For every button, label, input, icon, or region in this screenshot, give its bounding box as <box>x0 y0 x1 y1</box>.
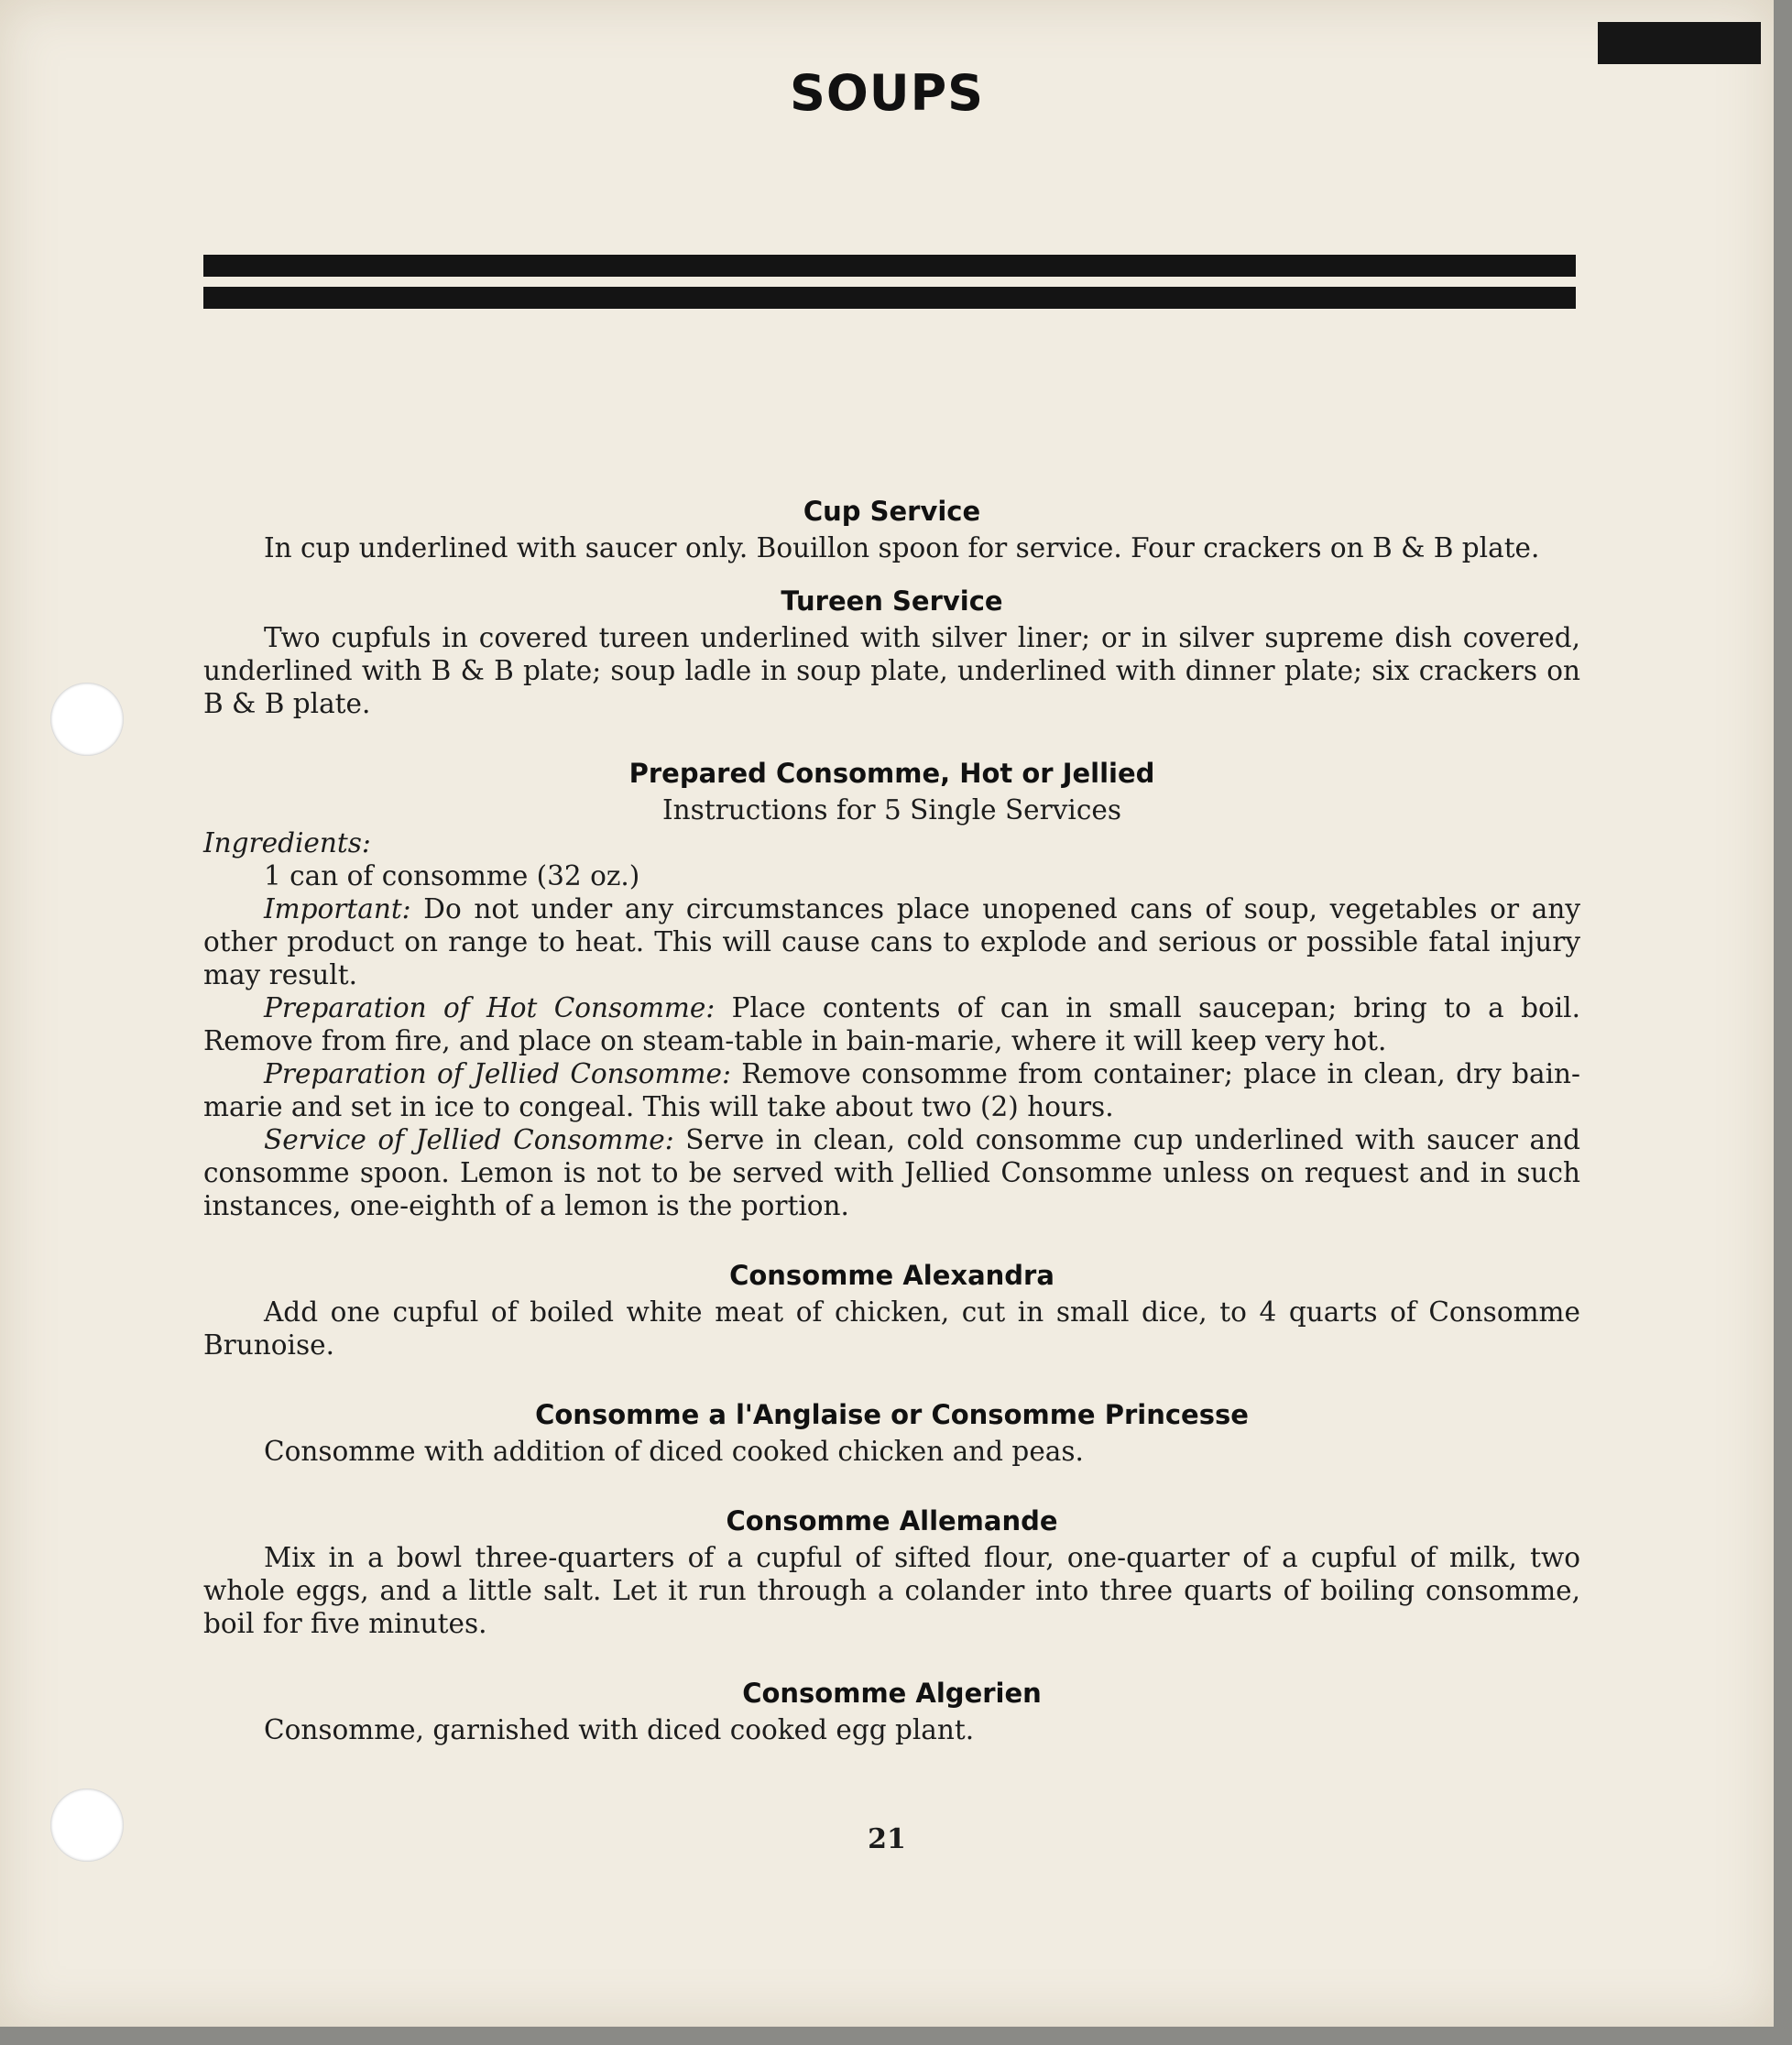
heading-cup-service: Cup Service <box>803 496 981 527</box>
header-rule-lower <box>203 287 1576 309</box>
hot-preparation-label: Preparation of Hot Consomme: <box>264 992 716 1023</box>
ingredients-label-text: Ingredients: <box>203 827 371 858</box>
paragraph-consomme-alexandra: Add one cupful of boiled white meat of chicken, cut in small dice, to 4 quarts of Consomme Brunoise. <box>203 1296 1580 1361</box>
paragraph-tureen-service: Two cupfuls in covered tureen underlined with silver liner; or in silver supreme dish covered, underlined with B & B plate; soup ladle in soup plate, underlined with dinner plate; six crackers on B & B plate. <box>203 622 1580 719</box>
heading-consomme-anglaise: Consomme a l'Anglaise or Consomme Princesse <box>535 1399 1249 1430</box>
index-tab-marker <box>1598 22 1761 64</box>
important-label: Important: <box>264 893 411 924</box>
jellied-service-text: Serve in clean, cold consomme cup underlined with saucer and consomme spoon. Lemon is not to be served with Jellied Consomme unless on request and in such instances, one-eighth of a lemon is the portion. <box>203 1124 1580 1221</box>
paragraph-consomme-algerien: Consomme, garnished with diced cooked egg plant. <box>264 1714 975 1745</box>
paragraph-consomme-allemande: Mix in a bowl three-quarters of a cupful of sifted flour, one-quarter of a cupful of milk, two whole eggs, and a little salt. Let it run through a colander into three quarts of boiling consomme, boil for five minutes. <box>203 1542 1580 1639</box>
heading-consomme-alexandra: Consomme Alexandra <box>729 1260 1054 1291</box>
page-content <box>203 495 1580 1746</box>
paragraph-cup-service: In cup underlined with saucer only. Bouillon spoon for service. Four crackers on B & B plate. <box>264 532 1540 563</box>
ingredient-item: 1 can of consomme (32 oz.) <box>264 860 640 891</box>
page-number: 21 <box>868 1823 906 1855</box>
hot-preparation-text: Place contents of can in small saucepan; bring to a boil. Remove from fire, and place on steam-table in bain-marie, where it will keep very hot. <box>203 992 1580 1056</box>
binder-hole-top <box>50 683 124 756</box>
paragraph-hot-preparation <box>203 991 1580 1057</box>
paragraph-jellied-service <box>203 1123 1580 1222</box>
important-text: Do not under any circumstances place unopened cans of soup, vegetables or any other product on range to heat. This will cause cans to explode and serious or possible fatal injury may result. <box>203 893 1580 990</box>
heading-prepared-consomme: Prepared Consomme, Hot or Jellied <box>628 758 1155 789</box>
paragraph-important <box>203 892 1580 991</box>
header-rule-upper <box>203 255 1576 277</box>
ingredients-label <box>203 826 1580 859</box>
jellied-service-label: Service of Jellied Consomme: <box>264 1124 674 1155</box>
paragraph-consomme-anglaise: Consomme with addition of diced cooked chicken and peas. <box>264 1436 1084 1467</box>
jellied-preparation-label: Preparation of Jellied Consomme: <box>264 1058 731 1089</box>
paragraph-jellied-preparation <box>203 1057 1580 1123</box>
heading-consomme-algerien: Consomme Algerien <box>742 1678 1042 1709</box>
page-title: SOUPS <box>789 64 985 122</box>
jellied-preparation-text: Remove consomme from container; place in clean, dry bain-marie and set in ice to congeal. This will take about two (2) hours. <box>203 1058 1580 1122</box>
heading-tureen-service: Tureen Service <box>781 585 1003 617</box>
heading-consomme-allemande: Consomme Allemande <box>726 1505 1058 1536</box>
subheading-instructions: Instructions for 5 Single Services <box>662 794 1121 826</box>
